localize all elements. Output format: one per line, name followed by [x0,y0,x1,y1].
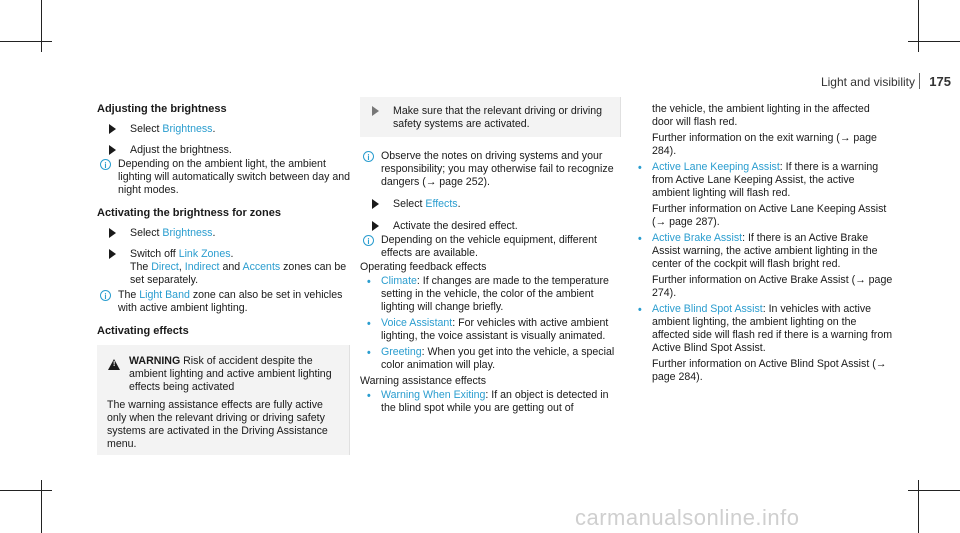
warning-title: WARNING [129,355,181,367]
step-activate-effect [360,220,622,233]
list-item-greeting [360,346,622,372]
crop-mark [918,0,919,52]
note-text: Depending on the vehicle equipment, different effects are available. [381,234,597,259]
crop-mark [918,480,919,533]
list-text: : If an object is detected in the blind spot while you are getting out of [381,389,609,414]
paragraph-feedback-effects: Operating feedback effects [360,261,487,273]
watermark: carmanualsonline.info [575,505,800,530]
list-text: : For vehicles with active ambient lighting, the voice assistant is visually animated. [381,317,609,342]
menu-link-indirect: Indirect [184,261,220,273]
crop-mark [41,480,42,533]
instruction-box [360,97,620,137]
step-arrow-icon [372,199,379,209]
menu-link-active-lane-keeping-assist: Active Lane Keeping Assist [652,161,780,173]
note-observe [360,150,622,189]
menu-link-accents: Accents [242,261,281,273]
step-select-brightness [97,123,352,136]
note-day-night [97,158,352,197]
menu-link-effects: Effects [425,198,458,210]
step-text: Adjust the brightness. [130,144,232,156]
list-more-info: Further information on Active Blind Spot Assist (→ page 284). [652,358,887,383]
menu-link-active-brake-assist: Active Brake Assist [652,232,743,244]
column-3 [631,103,893,384]
crop-mark [0,490,52,491]
warning-body: The warning assistance effects are fully active only when the relevant driving or driving safety systems are activated in the Driving Assistance menu. [107,399,328,450]
step-text: Activate the desired effect. [393,220,518,232]
bullet-icon: • [367,276,371,288]
step-text: , [178,261,185,273]
list-item-warning-when-exiting [360,389,622,415]
step-arrow-icon [109,228,116,238]
crop-mark [0,41,52,42]
note-text: The [118,289,140,301]
column-1 [97,103,352,338]
list-item-lane-keeping [631,161,893,229]
crop-mark [908,490,960,491]
warning-box [97,345,349,455]
step-text: . [212,227,216,239]
list-text: : If there is a warning from Active Lane Keeping Assist, the active ambient lighting will flash red. [652,161,879,199]
step-arrow-icon [109,249,116,259]
menu-link-light-band: Light Band [139,289,190,301]
menu-link-active-blind-spot-assist: Active Blind Spot Assist [652,303,763,315]
page-number: 175 [929,74,951,89]
step-text: Select [393,198,426,210]
menu-link-voice-assistant: Voice Assistant [381,317,453,329]
list-item-voice-assistant [360,317,622,343]
step-text: Switch off [130,248,179,260]
step-text: The [130,261,152,273]
step-text: . [457,198,461,210]
crop-mark [41,0,42,52]
step-arrow-icon [109,124,116,134]
note-equipment [360,234,622,260]
step-text: zones can be set separately. [130,261,347,286]
menu-link-direct: Direct [151,261,179,273]
paragraph-exit-warning-ref: Further information on the exit warning (→ page 284). [652,132,877,157]
crop-mark [908,41,960,42]
warning-triangle-icon: ! [108,359,120,370]
info-icon: i [100,290,111,301]
bullet-icon: • [367,318,371,330]
bullet-icon: • [638,162,642,174]
menu-link-brightness: Brightness [162,227,213,239]
step-text: and [219,261,243,273]
list-text: : If there is an Active Brake Assist warning, the active ambient lighting in the center of the cockpit will flash bright red. [652,232,878,270]
list-more-info: Further information on Active Brake Assist (→ page 274). [652,274,893,299]
info-icon: i [363,151,374,162]
header-divider [919,73,920,89]
step-select-brightness-2 [97,227,352,240]
step-text: . [230,248,234,260]
warning-headline: Risk of accident despite the ambient lighting and active ambient lighting effects being activated [129,355,332,393]
column-divider [349,345,350,455]
note-light-band [97,289,352,315]
note-text: Depending on the ambient light, the ambient lighting will automatically switch between day and night modes. [118,158,351,196]
list-item-brake-assist [631,232,893,300]
bullet-icon: • [638,304,642,316]
step-text: Select [130,123,163,135]
step-arrow-icon [372,106,379,116]
section-title: Light and visibility [820,75,915,89]
bullet-icon: • [367,390,371,402]
note-text: zone can also be set in vehicles with active ambient lighting. [118,289,343,314]
heading-activating-effects: Activating effects [97,325,189,337]
bullet-icon: • [638,233,642,245]
step-adjust-brightness [97,144,352,157]
step-arrow-icon [109,145,116,155]
list-text: : When you get into the vehicle, a special color animation will play. [381,346,615,371]
list-item-climate [360,275,622,314]
list-item-blind-spot [631,303,893,384]
note-text: Observe the notes on driving systems and your responsibility; you may otherwise fail to recognize dangers (→ page 252). [381,150,614,188]
heading-brightness-zones: Activating the brightness for zones [97,207,281,219]
step-select-effects [360,198,622,211]
info-icon: i [100,159,111,170]
menu-link-link-zones: Link Zones [178,248,231,260]
paragraph-warning-effects: Warning assistance effects [360,375,487,387]
menu-link-warning-when-exiting: Warning When Exiting [381,389,486,401]
menu-link-brightness: Brightness [162,123,213,135]
step-text: Select [130,227,163,239]
step-make-sure [360,105,608,131]
column-divider [620,97,621,137]
step-text: . [212,123,216,135]
list-more-info: Further information on Active Lane Keeping Assist (→ page 287). [652,203,887,228]
menu-link-climate: Climate [381,275,417,287]
list-text: : If changes are made to the temperature setting in the vehicle, the color of the ambient lighting will change briefly. [381,275,609,313]
menu-link-greeting: Greeting [381,346,422,358]
step-text: Make sure that the relevant driving or driving safety systems are activated. [393,105,603,130]
paragraph-continued: the vehicle, the ambient lighting in the affected door will flash red. [652,103,870,128]
bullet-icon: • [367,347,371,359]
heading-adjusting-brightness: Adjusting the brightness [97,103,227,115]
info-icon: i [363,235,374,246]
list-text: : In vehicles with active ambient lighting, the ambient lighting on the affected side will flash red if there is a warning from Active Blind Spot Assist. [652,303,893,354]
step-arrow-icon [372,221,379,231]
column-2 [360,150,622,415]
step-switch-off-link-zones [97,248,352,287]
